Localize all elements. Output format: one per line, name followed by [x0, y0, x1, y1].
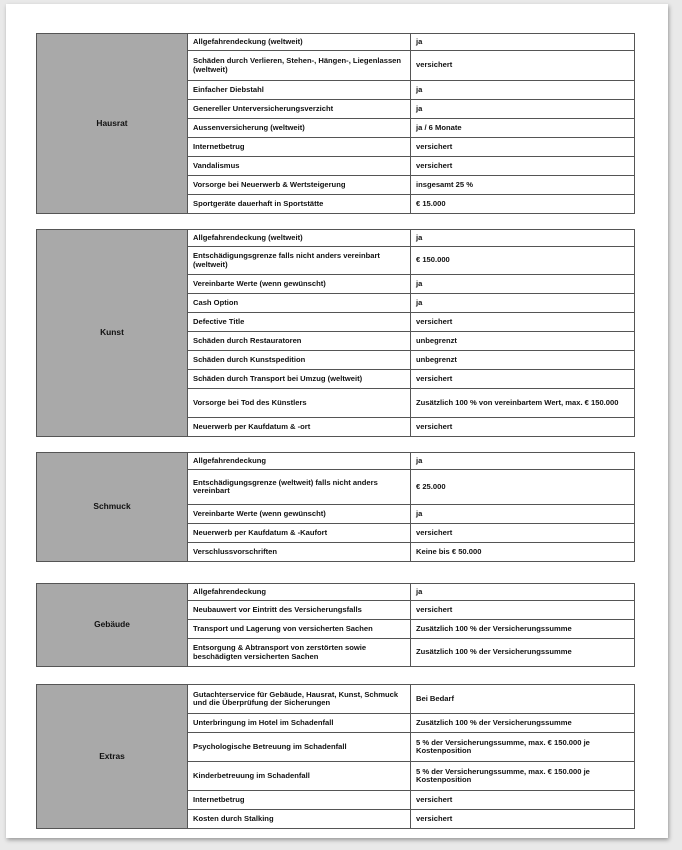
category-label: Extras — [37, 685, 188, 829]
value-cell: ja — [411, 294, 635, 313]
value-cell: ja — [411, 505, 635, 524]
value-cell: Keine bis € 50.000 — [411, 543, 635, 562]
feature-cell: Genereller Unterversicherungsverzicht — [188, 100, 411, 119]
feature-cell: Schäden durch Kunstspedition — [188, 351, 411, 370]
value-cell: 5 % der Versicherungssumme, max. € 150.000 je Kostenposition — [411, 762, 635, 791]
value-cell: versichert — [411, 157, 635, 176]
value-cell: Zusätzlich 100 % der Versicherungssumme — [411, 620, 635, 639]
category-label: Schmuck — [37, 453, 188, 562]
value-cell: versichert — [411, 51, 635, 81]
feature-cell: Neuerwerb per Kaufdatum & -Kaufort — [188, 524, 411, 543]
feature-cell: Defective Title — [188, 313, 411, 332]
feature-cell: Vereinbarte Werte (wenn gewünscht) — [188, 275, 411, 294]
feature-cell: Kosten durch Stalking — [188, 810, 411, 829]
value-cell: ja — [411, 453, 635, 470]
feature-cell: Vandalismus — [188, 157, 411, 176]
feature-cell: Internetbetrug — [188, 138, 411, 157]
value-cell: versichert — [411, 138, 635, 157]
feature-cell: Vereinbarte Werte (wenn gewünscht) — [188, 505, 411, 524]
value-cell: versichert — [411, 524, 635, 543]
section-hausrat — [36, 33, 635, 214]
feature-cell: Cash Option — [188, 294, 411, 313]
feature-cell: Transport und Lagerung von versicherten Sachen — [188, 620, 411, 639]
value-cell: versichert — [411, 370, 635, 389]
feature-cell: Schäden durch Verlieren, Stehen-, Hängen-, Liegenlassen (weltweit) — [188, 51, 411, 81]
value-cell: € 150.000 — [411, 247, 635, 275]
feature-cell: Schäden durch Transport bei Umzug (weltweit) — [188, 370, 411, 389]
value-cell: Bei Bedarf — [411, 685, 635, 714]
value-cell: insgesamt 25 % — [411, 176, 635, 195]
feature-cell: Kinderbetreuung im Schadenfall — [188, 762, 411, 791]
value-cell: versichert — [411, 791, 635, 810]
feature-cell: Entsorgung & Abtransport von zerstörten sowie beschädigten versicherten Sachen — [188, 639, 411, 667]
value-cell: ja — [411, 100, 635, 119]
value-cell: ja — [411, 275, 635, 294]
section-kunst — [36, 229, 635, 437]
value-cell: ja — [411, 81, 635, 100]
feature-cell: Allgefahrendeckung — [188, 584, 411, 601]
feature-cell: Psychologische Betreuung im Schadenfall — [188, 733, 411, 762]
section-schmuck — [36, 452, 635, 562]
feature-cell: Aussenversicherung (weltweit) — [188, 119, 411, 138]
feature-cell: Sportgeräte dauerhaft in Sportstätte — [188, 195, 411, 214]
feature-cell: Entschädigungsgrenze falls nicht anders vereinbart (weltweit) — [188, 247, 411, 275]
feature-cell: Gutachterservice für Gebäude, Hausrat, Kunst, Schmuck und die Überprüfung der Sicherungen — [188, 685, 411, 714]
feature-cell: Verschlussvorschriften — [188, 543, 411, 562]
value-cell: unbegrenzt — [411, 332, 635, 351]
value-cell: ja — [411, 584, 635, 601]
category-label: Kunst — [37, 230, 188, 437]
value-cell: Zusätzlich 100 % von vereinbartem Wert, max. € 150.000 — [411, 389, 635, 418]
feature-cell: Allgefahrendeckung (weltweit) — [188, 34, 411, 51]
value-cell: unbegrenzt — [411, 351, 635, 370]
document-page — [6, 4, 668, 838]
value-cell: ja / 6 Monate — [411, 119, 635, 138]
feature-cell: Neuerwerb per Kaufdatum & -ort — [188, 418, 411, 437]
feature-cell: Allgefahrendeckung — [188, 453, 411, 470]
feature-cell: Unterbringung im Hotel im Schadenfall — [188, 714, 411, 733]
feature-cell: Vorsorge bei Tod des Künstlers — [188, 389, 411, 418]
feature-cell: Einfacher Diebstahl — [188, 81, 411, 100]
value-cell: Zusätzlich 100 % der Versicherungssumme — [411, 714, 635, 733]
feature-cell: Entschädigungsgrenze (weltweit) falls nicht anders vereinbart — [188, 470, 411, 505]
feature-cell: Allgefahrendeckung (weltweit) — [188, 230, 411, 247]
category-label: Gebäude — [37, 584, 188, 667]
category-label: Hausrat — [37, 34, 188, 214]
value-cell: versichert — [411, 313, 635, 332]
section-extras — [36, 684, 635, 829]
value-cell: versichert — [411, 601, 635, 620]
value-cell: 5 % der Versicherungssumme, max. € 150.000 je Kostenposition — [411, 733, 635, 762]
feature-cell: Internetbetrug — [188, 791, 411, 810]
value-cell: versichert — [411, 418, 635, 437]
feature-cell: Vorsorge bei Neuerwerb & Wertsteigerung — [188, 176, 411, 195]
value-cell: versichert — [411, 810, 635, 829]
value-cell: ja — [411, 34, 635, 51]
feature-cell: Neubauwert vor Eintritt des Versicherungsfalls — [188, 601, 411, 620]
value-cell: € 15.000 — [411, 195, 635, 214]
feature-cell: Schäden durch Restauratoren — [188, 332, 411, 351]
value-cell: ja — [411, 230, 635, 247]
value-cell: € 25.000 — [411, 470, 635, 505]
value-cell: Zusätzlich 100 % der Versicherungssumme — [411, 639, 635, 667]
section-gebaeude — [36, 583, 635, 667]
